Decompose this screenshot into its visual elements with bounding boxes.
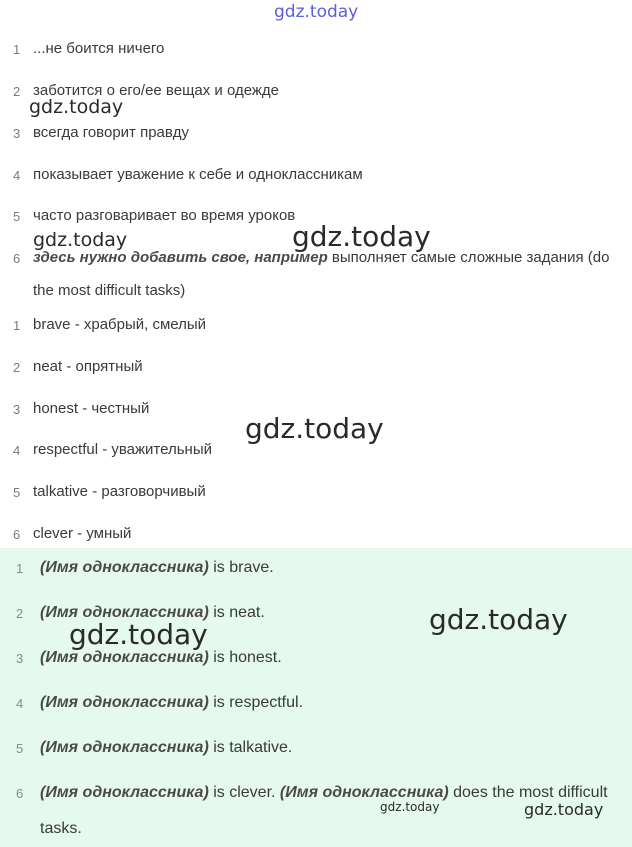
item-number: 6 [13,527,21,542]
text-fragment: часто разговаривает во время уроков [33,207,296,224]
text-fragment: заботится о его/ее вещах и одежде [33,82,280,99]
text-fragment: honest - честный [33,400,150,417]
watermark: gdz.today [292,220,431,253]
text-fragment: brave - храбрый, смелый [33,316,207,333]
item-number: 6 [16,786,24,801]
text-fragment: respectful - уважительный [33,441,212,458]
item-text [33,308,618,341]
text-fragment: всегда говорит правду [33,124,189,141]
watermark: gdz.today [245,412,384,445]
item-number: 5 [16,741,24,756]
item-number: 3 [13,402,21,417]
item-text [40,730,618,766]
item-number: 1 [13,318,21,333]
item-text [33,350,618,383]
watermark: gdz.today [69,618,208,651]
text-fragment: does the most difficult tasks. [40,784,608,837]
italic-fragment: (Имя одноклассника) [40,559,209,576]
text-fragment: is neat. [208,604,265,621]
italic-fragment: (Имя одноклассника) [40,604,209,621]
text-fragment: neat - опрятный [33,358,143,375]
text-fragment: is respectful. [208,694,304,711]
item-text [40,685,618,721]
text-fragment: clever - умный [33,525,132,542]
item-number: 1 [13,42,21,57]
item-number: 4 [13,168,21,183]
item-number: 2 [16,606,24,621]
italic-fragment: (Имя одноклассника) [40,784,209,801]
item-number: 1 [16,561,24,576]
text-fragment: talkative - разговорчивый [33,483,206,500]
item-number: 4 [16,696,24,711]
item-number: 3 [16,651,24,666]
item-number: 2 [13,360,21,375]
item-number: 2 [13,84,21,99]
item-number: 4 [13,443,21,458]
item-text [33,158,618,191]
item-text [33,517,618,550]
italic-fragment: (Имя одноклассника) [40,649,209,666]
item-number: 3 [13,126,21,141]
watermark: gdz.today [33,229,128,251]
text-fragment: показывает уважение к себе и одноклассникам [33,166,363,183]
item-text [33,32,618,65]
text-fragment: ...не боится ничего [33,40,165,57]
text-fragment: is talkative. [208,739,293,756]
italic-fragment: (Имя одноклассника) [40,739,209,756]
text-fragment: выполняет самые сложные задания (do the most difficult tasks) [33,249,610,299]
watermark: gdz.today [429,603,568,636]
item-number: 6 [13,251,21,266]
item-text [33,116,618,149]
item-text [33,475,618,508]
italic-fragment: здесь нужно добавить свое, например [33,249,328,266]
watermark: gdz.today [524,800,604,819]
watermark: gdz.today [274,2,359,22]
watermark: gdz.today [29,96,124,118]
italic-fragment: (Имя одноклассника) [279,784,449,801]
text-fragment: is honest. [208,649,282,666]
text-fragment: is clever. [208,784,280,801]
item-text [40,550,618,586]
item-number: 5 [13,485,21,500]
watermark: gdz.today [380,800,440,814]
text-fragment: is brave. [208,559,274,576]
italic-fragment: (Имя одноклассника) [40,694,209,711]
item-number: 5 [13,209,21,224]
